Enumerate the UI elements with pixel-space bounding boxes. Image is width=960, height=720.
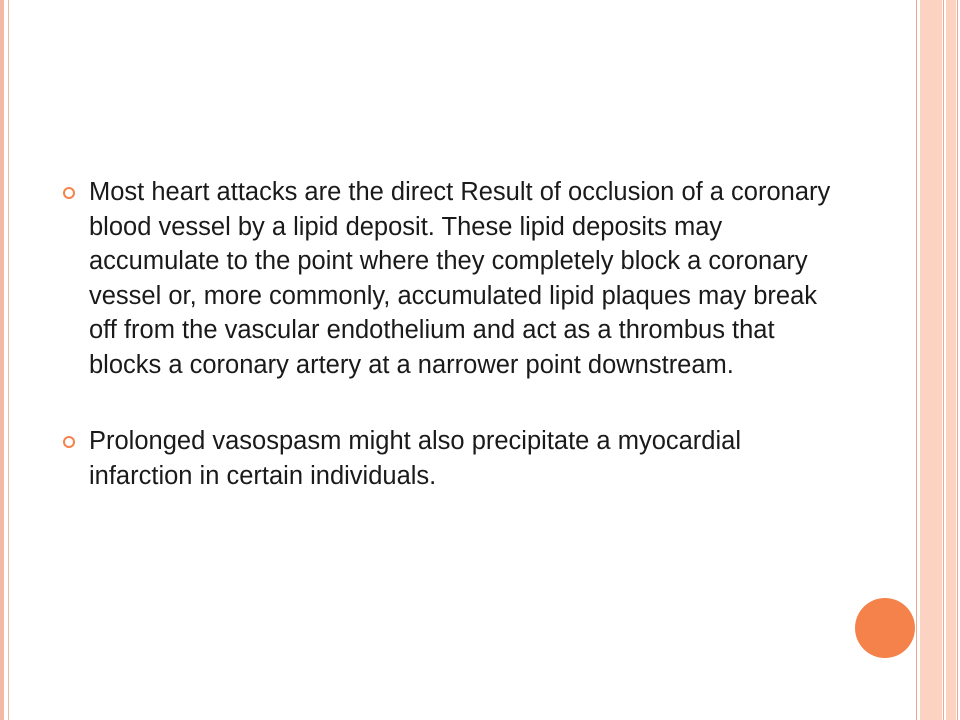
right-stripe-line-3 (957, 0, 958, 720)
decorative-circle-icon (855, 598, 915, 658)
right-stripe-line-1 (916, 0, 917, 720)
left-border-line (8, 0, 9, 720)
bullet-item (60, 424, 840, 493)
bullet-text: Prolonged vasospasm might also precipitate a myocardial infarction in certain individuals. (89, 427, 741, 490)
right-stripe-line-2 (943, 0, 944, 720)
ring-bullet-icon (63, 436, 75, 448)
bullet-item (60, 175, 840, 382)
right-stripe-band-1 (920, 0, 942, 720)
right-stripe-band-2 (946, 0, 956, 720)
left-border (0, 0, 4, 720)
ring-bullet-icon (63, 187, 75, 199)
bullet-list (60, 175, 840, 493)
bullet-text: Most heart attacks are the direct Result of occlusion of a coronary blood vessel by a lipid deposit. These lipid deposits may accumulate to the point where they completely block a coronary vessel or, more commonly, accumulated lipid plaques may break off from the vascular endothelium and act as a thrombus that blocks a coronary artery at a narrower point downstream. (89, 178, 831, 379)
